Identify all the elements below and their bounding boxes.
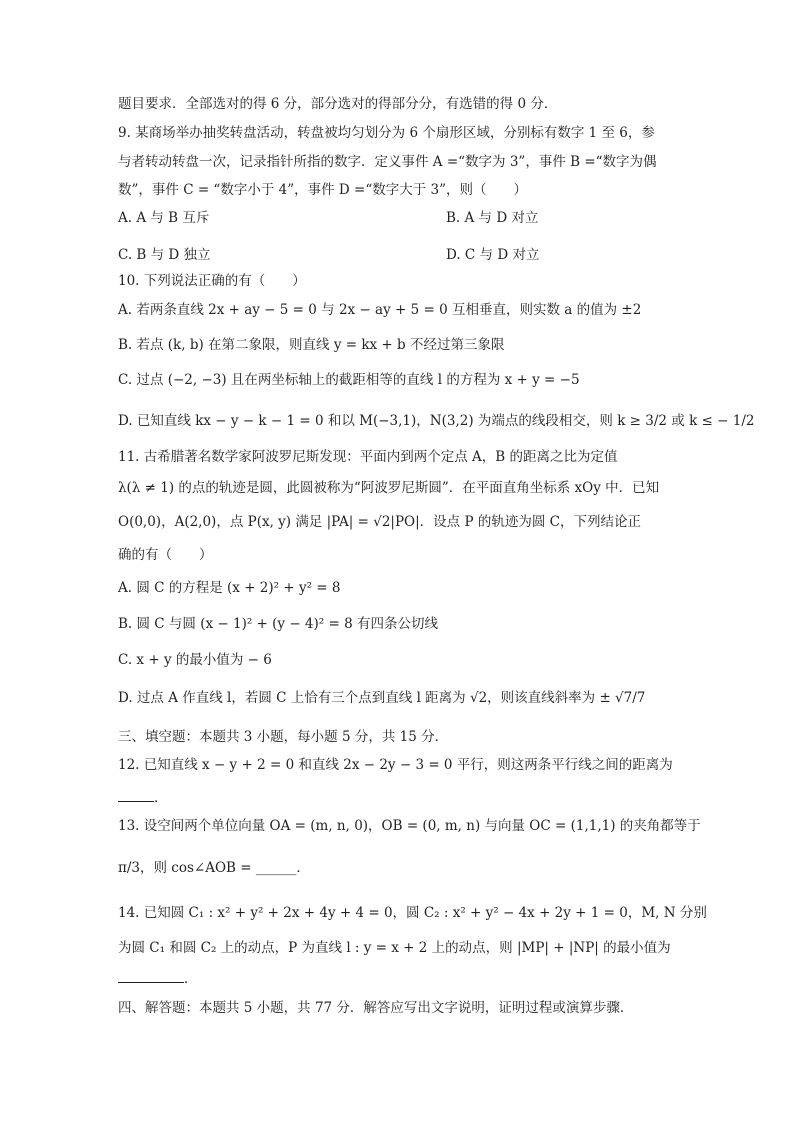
q11-stem-line-1: 11. 古希腊著名数学家阿波罗尼斯发现：平面内到两个定点 A，B 的距离之比为定值 — [118, 449, 618, 465]
q11-option-a: A. 圆 C 的方程是 (x + 2)² + y² = 8 — [118, 580, 341, 596]
q14-stem-line-1: 14. 已知圆 C₁ : x² + y² + 2x + 4y + 4 = 0，圆 C₂ : x² + y² − 4x + 2y + 1 = 0，M, N 分别 — [118, 905, 707, 921]
q12-answer-line — [118, 787, 168, 808]
q11-option-b: B. 圆 C 与圆 (x − 1)² + (y − 4)² = 8 有四条公切线 — [118, 616, 438, 632]
q9-stem-line-3: 数”，事件 C = “数字小于 4”，事件 D =“数字大于 3”，则（ ） — [118, 182, 528, 198]
q11-stem-line-4: 确的有（ ） — [118, 547, 213, 563]
q9-option-b: B. A 与 D 对立 — [446, 210, 539, 226]
q11-option-c: C. x + y 的最小值为 − 6 — [118, 652, 272, 668]
q10-option-a: A. 若两条直线 2x + ay − 5 = 0 与 2x − ay + 5 = 0 互相垂直，则实数 a 的值为 ±2 — [118, 302, 642, 318]
q13-stem-line-1: 13. 设空间两个单位向量 OA = (m, n, 0)，OB = (0, m, n) 与向量 OC = (1,1,1) 的夹角都等于 — [118, 818, 701, 834]
q9-stem-line-2: 与者转动转盘一次，记录指针所指的数字．定义事件 A =“数字为 3”，事件 B =“数字为偶 — [118, 154, 657, 170]
section-three-heading: 三、填空题：本题共 3 小题，每小题 5 分，共 15 分． — [118, 729, 449, 745]
q9-option-c: C. B 与 D 独立 — [118, 247, 211, 263]
q13-stem-line-2: π/3，则 cos∠AOB = ______． — [118, 860, 310, 876]
q14-period: ． — [184, 971, 198, 987]
instruction-line: 题目要求．全部选对的得 6 分，部分选对的得部分分，有选错的得 0 分． — [118, 96, 558, 112]
q9-stem-line-1: 9. 某商场举办抽奖转盘活动，转盘被均匀划分为 6 个扇形区域，分别标有数字 1 至 6，参 — [118, 125, 655, 141]
q12-period: ． — [154, 790, 168, 806]
section-four-heading: 四、解答题：本题共 5 小题，共 77 分．解答应写出文字说明，证明过程或演算步骤． — [118, 1000, 634, 1016]
q10-option-d: D. 已知直线 kx − y − k − 1 = 0 和以 M(−3,1)，N(3,2) 为端点的线段相交，则 k ≥ 3/2 或 k ≤ − 1/2 — [118, 413, 755, 429]
q10-stem: 10. 下列说法正确的有（ ） — [118, 273, 306, 289]
q12-stem: 12. 已知直线 x − y + 2 = 0 和直线 2x − 2y − 3 = 0 平行，则这两条平行线之间的距离为 — [118, 757, 673, 773]
q14-answer-line — [118, 968, 198, 989]
q10-option-b: B. 若点 (k, b) 在第二象限，则直线 y = kx + b 不经过第三象限 — [118, 337, 505, 353]
q11-stem-line-2: λ(λ ≠ 1) 的点的轨迹是圆，此圆被称为“阿波罗尼斯圆”．在平面直角坐标系 xOy 中．已知 — [118, 480, 660, 496]
q14-answer-blank[interactable] — [118, 968, 184, 983]
q11-stem-line-3: O(0,0)，A(2,0)，点 P(x, y) 满足 |PA| = √2|PO|．设点 P 的轨迹为圆 C，下列结论正 — [118, 514, 641, 530]
q12-answer-blank[interactable] — [118, 787, 154, 802]
q11-option-d: D. 过点 A 作直线 l，若圆 C 上恰有三个点到直线 l 距离为 √2，则该直线斜率为 ± √7/7 — [118, 690, 646, 706]
q9-option-a: A. A 与 B 互斥 — [118, 210, 210, 226]
q14-stem-line-2: 为圆 C₁ 和圆 C₂ 上的动点，P 为直线 l : y = x + 2 上的动点，则 |MP| + |NP| 的最小值为 — [118, 940, 671, 956]
q10-option-c: C. 过点 (−2, −3) 且在两坐标轴上的截距相等的直线 l 的方程为 x + y = −5 — [118, 372, 580, 388]
q9-option-d: D. C 与 D 对立 — [446, 247, 540, 263]
